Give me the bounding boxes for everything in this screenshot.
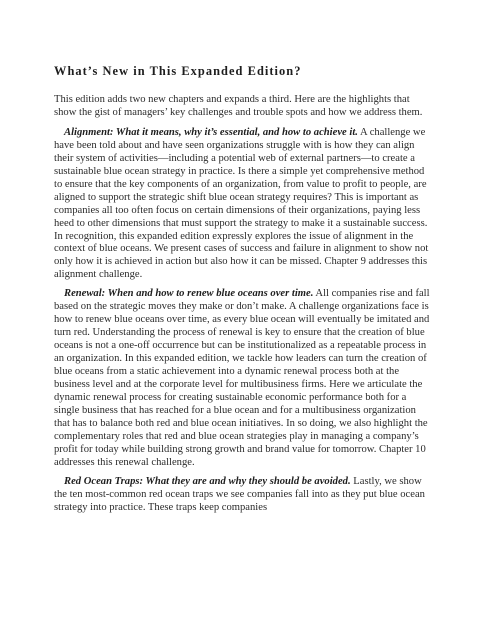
section-renewal-paragraph [54,288,432,469]
document-page [54,64,432,521]
intro-paragraph: This edition adds two new chapters and expands a third. Here are the highlights that show the gist of managers’ key challenges and trouble spots and how we address them. [54,94,423,118]
section-red-ocean-traps-body: Lastly, we show the ten most-common red ocean traps we see companies fall into as they put blue ocean strategy into practice. These traps keep companies [54,475,425,513]
section-red-ocean-traps-heading: Red Ocean Traps: What they are and why they should be avoided. [64,475,351,487]
section-red-ocean-traps-paragraph [54,476,432,515]
section-alignment-body: A challenge we have been told about and have seen organizations struggle with is how they can align their system of activities—including a potential web of external partners—to create a sustainable blue ocean strategy in practice. Is there a simple yet comprehensive method to ensure that the key components of an organization, from value to profit to people, are aligned to support the strategic shift blue ocean strategy requires? This is important as companies all too often focus on certain dimensions of their organizations, paying less heed to other dimensions that must support the strategy to make it a sustainable success. In recognition, this expanded edition expressly explores the issue of alignment in the context of blue oceans. We present cases of success and failure in alignment to show not only how it is achieved in action but also how it can be missed. Chapter 9 addresses this alignment challenge. [54,126,429,281]
page-title: What’s New in This Expanded Edition? [54,64,302,78]
section-alignment-paragraph [54,127,432,282]
section-alignment-heading: Alignment: What it means, why it’s essential, and how to achieve it. [64,126,358,138]
section-renewal-body: All companies rise and fall based on the strategic moves they make or don’t make. A challenge organizations face is how to renew blue oceans over time, as every blue ocean will eventually be imitated and turn red. Understanding the process of renewal is key to ensure that the creation of blue oceans is not a one-off occurrence but can be institutionalized as a repeatable process in an organization. In this expanded edition, we tackle how leaders can turn the creation of blue oceans from a static achievement into a dynamic renewal process both at the business level and at the corporate level for multibusiness firms. Here we articulate the dynamic renewal process for creating sustainable economic performance both for a single business that has reached for a blue ocean and for a multibusiness organization that has to balance both red and blue ocean initiatives. In so doing, we also highlight the complementary roles that red and blue ocean strategies play in managing a company’s profit for today while building strong growth and brand value for tomorrow. Chapter 10 addresses this renewal challenge. [54,288,430,468]
section-renewal-heading: Renewal: When and how to renew blue oceans over time. [64,288,314,300]
